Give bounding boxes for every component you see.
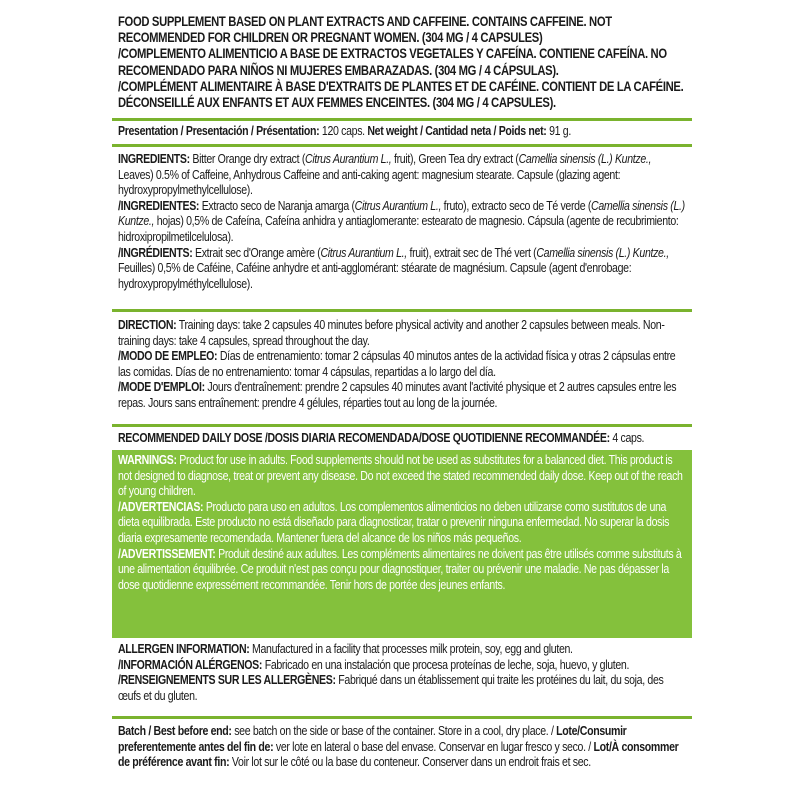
allergen-en: ALLERGEN INFORMATION: Manufactured in a facility that processes milk protein, soy, egg and gluten. bbox=[118, 642, 573, 656]
header-en: FOOD SUPPLEMENT BASED ON PLANT EXTRACTS AND CAFFEINE. CONTAINS CAFFEINE. NOT RECOMMENDED FOR CHILDREN OR PREGNANT WOMEN. (304 MG / 4 CAPSULES) bbox=[118, 14, 612, 46]
divider bbox=[112, 424, 692, 427]
divider bbox=[112, 144, 692, 147]
dose-section bbox=[112, 431, 692, 447]
dose-label: RECOMMENDED DAILY DOSE /DOSIS DIARIA RECOMENDADA/DOSE QUOTIDIENNE RECOMMANDÉE: bbox=[118, 431, 610, 445]
header-fr: /COMPLÉMENT ALIMENTAIRE À BASE D'EXTRAITS DE PLANTES ET DE CAFÉINE. CONTIENT DE LA CAFÉINE. DÉCONSEILLÉ AUX ENFANTS ET AUX FEMMES ENCEINTES. (304 MG / 4 CAPSULES). bbox=[118, 78, 684, 111]
warnings-es: /ADVERTENCIAS: Producto para uso en adultos. Los complementos alimenticios no deben utilizarse como sustitutos de una dieta equilibrada. Este producto no está diseñado para diagnosticar, tratar o prevenir ninguna enfermedad. No superar la dosis diaria expresamente recomendada. Mantener fuera del alcance de los niños más pequeños. bbox=[118, 499, 670, 545]
ingredients-es: /INGREDIENTES: Extracto seco de Naranja amarga (Citrus Aurantium L., fruto), extracto seco de Té verde (Camellia sinensis (L.) Kuntze., hojas) 0,5% de Cafeína, Cafeína anhidra y antiaglomerante: estearato de magnesio. Cápsula (agente de recubrimiento: hidroxipropilmetilcelulosa). bbox=[118, 198, 685, 244]
header-es: /COMPLEMENTO ALIMENTICIO A BASE DE EXTRACTOS VEGETALES Y CAFEÍNA. CONTIENE CAFEÍNA. NO RECOMENDADO PARA NIÑOS NI MUJERES EMBARAZADAS. (304 MG / 4 CÁPSULAS). bbox=[118, 46, 667, 78]
divider bbox=[112, 118, 692, 121]
divider bbox=[112, 309, 692, 312]
net-weight-label: Net weight / Cantidad neta / Poids net: bbox=[367, 124, 547, 138]
presentation-value: 120 caps. bbox=[319, 124, 368, 138]
direction-es: /MODO DE EMPLEO: Días de entrenamiento: tomar 2 cápsulas 40 minutos antes de la actividad física y otras 2 cápsulas entre las comidas. Días de no entrenamiento: tomar 4 cápsulas, repartidas a lo largo del día. bbox=[118, 349, 676, 379]
direction-section bbox=[112, 318, 692, 412]
allergen-es-fr: /INFORMACIÓN ALÉRGENOS: Fabricado en una instalación que procesa proteínas de leche, soja, huevo, y gluten. /RENSEIGNEMENTS SUR LES ALLERGÈNES: Fabriqué dans un établissement qui traite les protéines du lait, du soja, des œufs et du gluten. bbox=[118, 657, 664, 703]
batch-section bbox=[112, 724, 692, 771]
ingredients-section bbox=[112, 152, 692, 292]
allergen-section bbox=[112, 642, 692, 704]
presentation-label: Presentation / Presentación / Présentation: bbox=[118, 124, 320, 138]
ingredients-fr: /INGRÉDIENTS: Extrait sec d'Orange amère (Citrus Aurantium L., fruit), extrait sec de Thé vert (Camellia sinensis (L.) Kuntze., Feuilles) 0,5% de Caféine, Caféine anhydre et anti-agglomérant: stéarate de magnésium. Capsule (agent d'enrobage: hydroxypropylméthylcellulose). bbox=[118, 245, 669, 291]
ingredients-en: INGREDIENTS: Bitter Orange dry extract (Citrus Aurantium L., fruit), Green Tea dry extract (Camellia sinensis (L.) Kuntze., Leaves) 0.5% of Caffeine, Anhydrous Caffeine and anti-caking agent: magnesium stearate. Capsule (glazing agent: hydroxypropylmethylcellulose). bbox=[118, 152, 652, 198]
presentation-section bbox=[112, 124, 692, 140]
warnings-fr: /ADVERTISSEMENT: Produit destiné aux adultes. Les compléments alimentaires ne doivent pas être utilisés comme substituts à une alimentation équilibrée. Ce produit n'est pas conçu pour diagnostiquer, traiter ou prévenir une maladie. Ne pas dépasser la dose quotidienne expressément recommandée. Tenir hors de portée des jeunes enfants. bbox=[118, 546, 682, 592]
net-weight-value: 91 g. bbox=[546, 124, 571, 138]
dose-value: 4 caps. bbox=[609, 431, 645, 445]
batch-text: Batch / Best before end: see batch on the side or base of the container. Store in a cool, dry place. / Lote/Consumir preferentemente antes del fin de: ver lote en lateral o base del envase. Conservar en lugar fresco y seco. / Lot/À consommer de préférence avant fin: Voir lot sur le côté ou la base du conteneur. Conserver dans un endroit frais et sec. bbox=[118, 724, 679, 770]
supplement-label bbox=[112, 0, 692, 800]
direction-fr: /MODE D'EMPLOI: Jours d'entraînement: prendre 2 capsules 40 minutes avant l'activité physique et 2 autres capsules entre les repas. Jours sans entraînement: prendre 4 gélules, réparties tout au long de la journée. bbox=[118, 380, 677, 410]
divider bbox=[112, 716, 692, 719]
header-section bbox=[112, 14, 692, 111]
warnings-en: WARNINGS: Product for use in adults. Food supplements should not be used as substitutes for a balanced diet. This product is not designed to diagnose, treat or prevent any disease. Do not exceed the stated recommended daily dose. Keep out of the reach of young children. bbox=[118, 453, 683, 499]
direction-en: DIRECTION: Training days: take 2 capsules 40 minutes before physical activity and another 2 capsules between meals. Non-training days: take 4 capsules, spread throughout the day. bbox=[118, 318, 665, 348]
warnings-section bbox=[112, 450, 692, 638]
